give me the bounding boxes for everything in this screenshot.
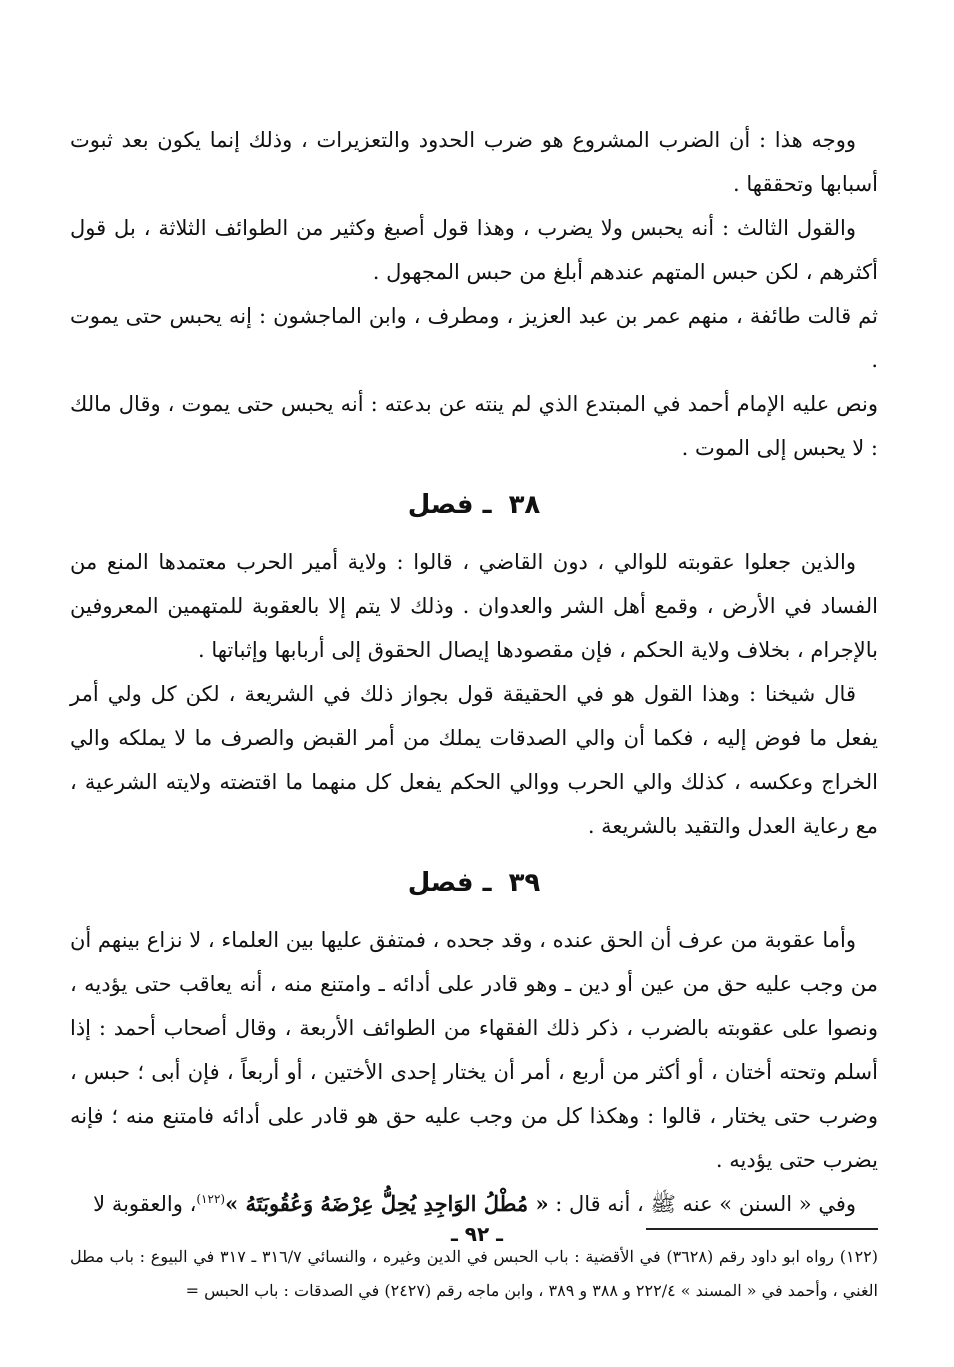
paragraph-group-opinion: ثم قالت طائفة ، منهم عمر بن عبد العزيز ، ومطرف ، وابن الماجشون : إنه يحبس حتى يموت .: [70, 304, 878, 372]
footnote-122: (١٢٢) رواه ابو داود رقم (٣٦٢٨) في الأقضية : باب الحبس في الدين وغيره ، والنسائي ٣١٦/٧ ـ ٣١٧ في البيوع : باب مطل الغني ، وأحمد في « المسند » ٢٢٢/٤ و ٣٨٨ و ٣٨٩ ، وابن ماجه رقم (٢٤٢٧) في الصدقات : باب الحبس =: [70, 1247, 879, 1300]
section-title: فصل: [407, 868, 474, 898]
paragraph-governor-punishment: والذين جعلوا عقوبته للوالي ، دون القاضي ، قالوا : ولاية أمير الحرب معتمدها المنع من الفساد في الأرض ، وقمع أهل الشر والعدوان . وذلك لا يتم إلا بالعقوبة للمتهمين المعروفين بالإجرام ، بخلاف ولاية الحكم ، فإن مقصودها إيصال الحقوق إلى أربابها وإثباتها .: [70, 550, 878, 662]
section-dash: ـ: [482, 490, 492, 520]
paragraph-sunan-hadith: [70, 1182, 878, 1226]
section-title: فصل: [407, 490, 474, 520]
paragraph-third-opinion: والقول الثالث : أنه يحبس ولا يضرب ، وهذا قول أصبغ وكثير من الطوائف الثلاثة ، بل قول أكثرهم ، لكن حبس المتهم عندهم أبلغ من حبس المجهول .: [70, 216, 878, 284]
paragraph-ahmad-opinion: ونص عليه الإمام أحمد في المبتدع الذي لم ينته عن بدعته : أنه يحبس حتى يموت ، وقال مالك : لا يحبس إلى الموت .: [70, 392, 878, 460]
hadith-intro: وفي « السنن » عنه ﷺ ، أنه قال :: [548, 1192, 856, 1216]
paragraph-denier-punishment: وأما عقوبة من عرف أن الحق عنده ، وقد جحده ، فمتفق عليها بين العلماء ، لا نزاع بينهم أن من وجب عليه حق من عين أو دين ـ وهو قادر على أدائه ـ وامتنع منه ، أنه يعاقب حتى يؤديه ، ونصوا على عقوبته بالضرب ، ذكر ذلك الفقهاء من الطوائف الأربعة ، وقال أصحاب أحمد : إذا أسلم وتحته أختان ، أو أكثر من أربع ، أمر أن يختار إحدى الأختين ، أو أربعاً ، فإن أبى ؛ حبس ، وضرب حتى يختار ، قالوا : وهكذا كل من وجب عليه حق هو قادر على أدائه فامتنع منه ؛ فإنه يضرب حتى يؤديه .: [70, 928, 878, 1172]
page-number: ـ ٩٢ ـ: [450, 1222, 504, 1246]
section-number: ٣٩: [508, 868, 541, 898]
section-number: ٣٨: [508, 490, 541, 520]
paragraph-shaykh-quote: قال شيخنا : وهذا القول هو في الحقيقة قول بجواز ذلك في الشريعة ، لكن كل ولي أمر يفعل ما فوض إليه ، فكما أن والي الصدقات يملك من أمر القبض والصرف ما لا يملكه والي الخراج وعكسه ، كذلك والي الحرب ووالي الحكم يفعل كل منهما ما اقتضته ولايته الشرعية ، مع رعاية العدل والتقيد بالشريعة .: [70, 682, 878, 838]
footnote-reference: (١٢٢): [196, 1192, 226, 1206]
section-heading-39: [70, 848, 878, 918]
hadith-quote: « مُطْلُ الوَاجِدِ يُحِلُّ عِرْضَهُ وَعُقُوبَتَهُ »: [225, 1191, 549, 1216]
page-body: [70, 118, 878, 1308]
section-dash: ـ: [482, 868, 492, 898]
section-heading-38: [70, 470, 878, 540]
hadith-continuation: ، والعقوبة لا: [93, 1192, 197, 1216]
paragraph-justification: ووجه هذا : أن الضرب المشروع هو ضرب الحدود والتعزيرات ، وذلك إنما يكون بعد ثبوت أسبابها وتحققها .: [70, 128, 878, 196]
